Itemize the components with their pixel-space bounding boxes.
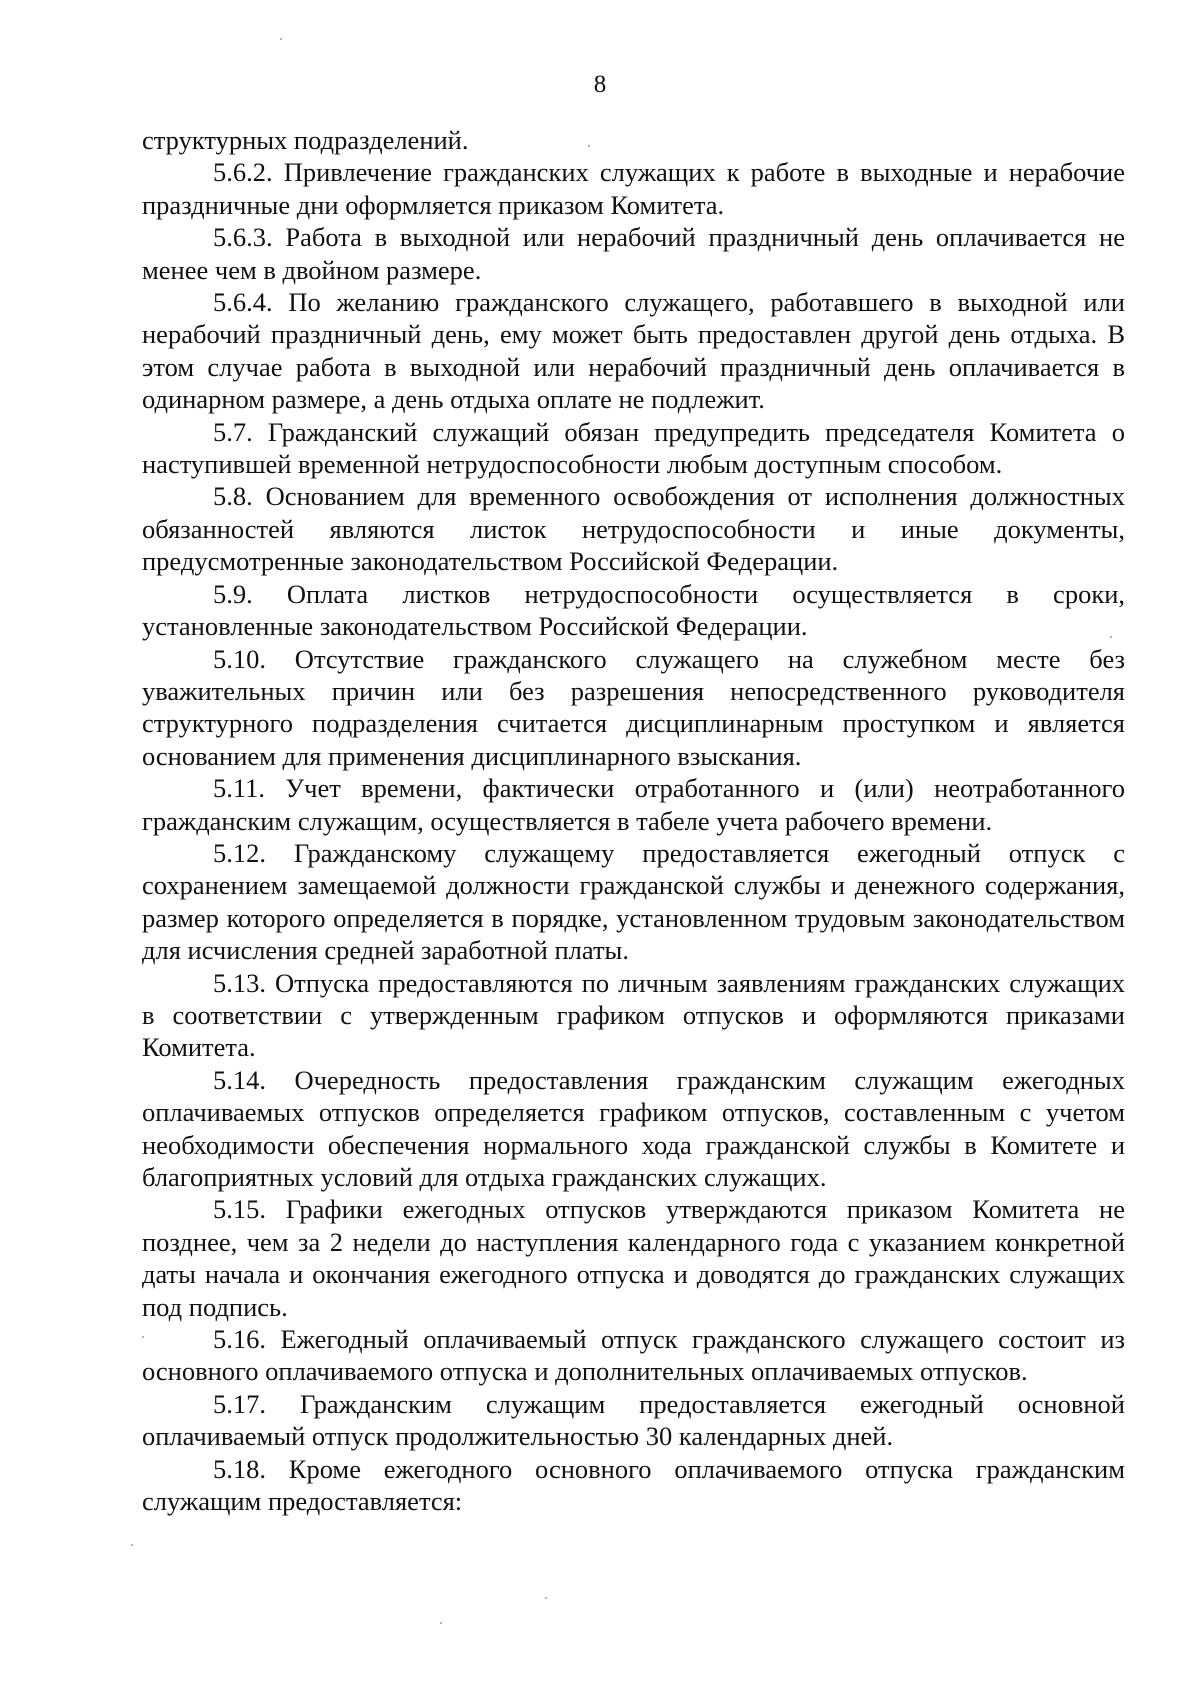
paragraph-5-6-3: 5.6.3. Работа в выходной или нерабочий праздничный день оплачивается не менее чем в двойном размере. xyxy=(142,222,1125,285)
paragraph-5-13: 5.13. Отпуска предоставляются по личным заявлениям гражданских служащих в соответствии с утвержденным графиком отпусков и оформляются приказами Комитета. xyxy=(142,967,1125,1063)
scan-speck xyxy=(142,1336,144,1338)
paragraph-5-11: 5.11. Учет времени, фактически отработанного и (или) неотработанного гражданским служащим, осуществляется в табеле учета рабочего времени. xyxy=(142,773,1125,836)
paragraph-5-17: 5.17. Гражданским служащим предоставляется ежегодный основной оплачиваемый отпуск продолжительностью 30 календарных дней. xyxy=(142,1388,1125,1452)
paragraph-5-6-4: 5.6.4. По желанию гражданского служащего, работавшего в выходной или нерабочий праздничный день, ему может быть предоставлен другой день отдыха. В этом случае работа в выходной или нерабочий праздничный день оплачивается в одинарном размере, а день отдыха оплате не подлежит. xyxy=(142,287,1125,415)
paragraph-5-12: 5.12. Гражданскому служащему предоставляется ежегодный отпуск с сохранением замещаемой должности гражданской службы и денежного содержания, размер которого определяется в порядке, установленном трудовым законодательством для исчисления средней заработной платы. xyxy=(142,837,1125,966)
paragraph-5-14: 5.14. Очередность предоставления гражданским служащим ежегодных оплачиваемых отпусков определяется графиком отпусков, составленным с учетом необходимости обеспечения нормального хода гражданской службы в Комитете и благоприятных условий для отдыха гражданских служащих. xyxy=(142,1064,1125,1192)
document-body xyxy=(142,124,1125,1517)
paragraph-5-6-2: 5.6.2. Привлечение гражданских служащих к работе в выходные и нерабочие праздничные дни оформляется приказом Комитета. xyxy=(142,157,1125,220)
paragraph-5-9: 5.9. Оплата листков нетрудоспособности осуществляется в сроки, установленные законодательством Российской Федерации. xyxy=(142,578,1125,642)
paragraph-continuation: структурных подразделений. xyxy=(142,125,469,155)
page-number: 8 xyxy=(593,71,607,98)
paragraph-5-18: 5.18. Кроме ежегодного основного оплачиваемого отпуска гражданским служащим предоставляется: xyxy=(142,1453,1125,1517)
scan-speck xyxy=(131,1544,133,1546)
scan-speck xyxy=(545,1597,547,1599)
scan-speck xyxy=(1110,636,1112,638)
scan-speck xyxy=(588,145,590,147)
paragraph-5-10: 5.10. Отсутствие гражданского служащего на служебном месте без уважительных причин или без разрешения непосредственного руководителя структурного подразделения считается дисциплинарным проступком и является основанием для применения дисциплинарного взыскания. xyxy=(142,643,1125,771)
paragraph-5-8: 5.8. Основанием для временного освобождения от исполнения должностных обязанностей являются листок нетрудоспособности и иные документы, предусмотренные законодательством Российской Федерации. xyxy=(142,481,1125,577)
scan-speck xyxy=(440,1622,442,1624)
paragraph-5-15: 5.15. Графики ежегодных отпусков утверждаются приказом Комитета не позднее, чем за 2 недели до наступления календарного года с указанием конкретной даты начала и окончания ежегодного отпуска и доводятся до гражданских служащих под подпись. xyxy=(142,1194,1125,1322)
scan-speck xyxy=(280,38,282,40)
paragraph-5-16: 5.16. Ежегодный оплачиваемый отпуск гражданского служащего состоит из основного оплачиваемого отпуска и дополнительных оплачиваемых отпусков. xyxy=(142,1324,1125,1387)
paragraph-5-7: 5.7. Гражданский служащий обязан предупредить председателя Комитета о наступившей временной нетрудоспособности любым доступным способом. xyxy=(142,416,1125,480)
